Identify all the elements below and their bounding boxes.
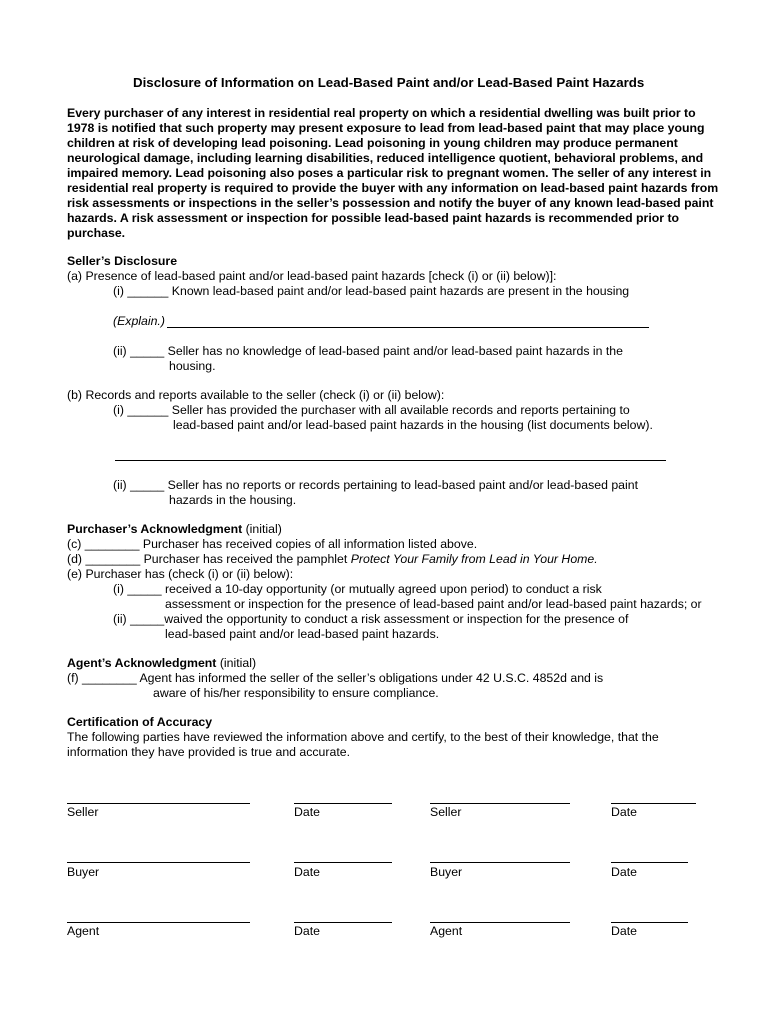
agent-heading-row: [67, 656, 256, 671]
seller-disclosure-heading: Seller’s Disclosure: [67, 254, 178, 268]
buyer-date-line[interactable]: [294, 862, 392, 863]
date-label: Date: [294, 924, 320, 938]
seller-item-b-ii-cont: hazards in the housing.: [169, 493, 297, 507]
explain-label: (Explain.): [113, 314, 165, 328]
date-label: Date: [294, 805, 320, 819]
buyer-label: Buyer: [430, 865, 463, 879]
page-title: Disclosure of Information on Lead-Based Paint and/or Lead-Based Paint Hazards: [133, 75, 645, 90]
seller-item-a: (a) Presence of lead-based paint and/or lead-based paint hazards [check (i) or (ii) below)]:: [67, 269, 557, 283]
agent-label: Agent: [430, 924, 463, 938]
seller-date-line[interactable]: [294, 803, 392, 804]
buyer2-signature-line[interactable]: [430, 862, 570, 863]
seller2-date-line[interactable]: [611, 803, 696, 804]
agent-label: Agent: [67, 924, 100, 938]
agent-date-line[interactable]: [294, 922, 392, 923]
agent2-signature-line[interactable]: [430, 922, 570, 923]
agent-signature-line[interactable]: [67, 922, 250, 923]
seller-signature-line[interactable]: [67, 803, 250, 804]
certification-text: The following parties have reviewed the information above and certify, to the best of their knowledge, that the: [67, 730, 659, 744]
purchaser-item-e-ii-cont: lead-based paint and/or lead-based paint hazards.: [165, 627, 440, 641]
agent-initial-note: (initial): [216, 656, 257, 670]
certification-text-cont: information they have provided is true and accurate.: [67, 745, 350, 759]
agent-heading: Agent’s Acknowledgment: [67, 656, 217, 670]
seller-item-b-i[interactable]: (i) ______ Seller has provided the purchaser with all available records and reports pertaining to: [113, 403, 630, 417]
purchaser-heading: Purchaser’s Acknowledgment: [67, 522, 243, 536]
agent2-date-line[interactable]: [611, 922, 688, 923]
seller-item-b-ii[interactable]: (ii) _____ Seller has no reports or records pertaining to lead-based paint and/or lead-based paint: [113, 478, 638, 492]
purchaser-item-e-ii[interactable]: (ii) _____waived the opportunity to conduct a risk assessment or inspection for the presence of: [113, 612, 629, 626]
date-label: Date: [611, 865, 637, 879]
purchaser-initial-note: (initial): [242, 522, 282, 536]
explain-field-line[interactable]: [167, 327, 649, 328]
date-label: Date: [611, 924, 637, 938]
seller-item-a-ii[interactable]: (ii) _____ Seller has no knowledge of lead-based paint and/or lead-based paint hazards in the: [113, 344, 623, 358]
buyer2-date-line[interactable]: [611, 862, 688, 863]
seller-item-a-i[interactable]: (i) ______ Known lead-based paint and/or lead-based paint hazards are present in the housing: [113, 284, 630, 298]
purchaser-item-d[interactable]: [67, 552, 598, 567]
purchaser-item-e: (e) Purchaser has (check (i) or (ii) below):: [67, 567, 294, 581]
seller2-signature-line[interactable]: [430, 803, 570, 804]
pamphlet-title: Protect Your Family from Lead in Your Home.: [350, 552, 598, 566]
certification-heading: Certification of Accuracy: [67, 715, 213, 729]
seller-item-b-i-cont: lead-based paint and/or lead-based paint hazards in the housing (list documents below).: [173, 418, 653, 432]
purchaser-item-e-i[interactable]: (i) _____ received a 10-day opportunity (or mutually agreed upon period) to conduct a risk: [113, 582, 602, 596]
seller-label: Seller: [67, 805, 99, 819]
intro-notice: Every purchaser of any interest in residential real property on which a residential dwelling was built prior to 1978 is notified that such property may present exposure to lead from lead-based paint that may place young children at risk of developing lead poisoning. Lead poisoning in young children may produce permanent neurological damage, including learning disabilities, reduced intelligence quotient, behavioral problems, and impaired memory. Lead poisoning also poses a particular risk to pregnant women. The seller of any interest in residential real property is required to provide the buyer with any information on lead-based paint hazards from risk assessments or inspections in the seller’s possession and notify the buyer of any known lead-based paint hazards. A risk assessment or inspection for possible lead-based paint hazards is recommended prior to purchase.: [67, 106, 719, 240]
seller-item-b: (b) Records and reports available to the seller (check (i) or (ii) below):: [67, 388, 445, 402]
purchaser-item-e-i-cont: assessment or inspection for the presence of lead-based paint and/or lead-based paint hazards; or: [165, 597, 702, 611]
purchaser-item-c[interactable]: (c) ________ Purchaser has received copies of all information listed above.: [67, 537, 478, 551]
purchaser-heading-row: [67, 522, 282, 537]
agent-item-f-cont: aware of his/her responsibility to ensure compliance.: [153, 686, 439, 700]
buyer-signature-line[interactable]: [67, 862, 250, 863]
documents-list-line[interactable]: [115, 460, 666, 461]
buyer-label: Buyer: [67, 865, 100, 879]
date-label: Date: [294, 865, 320, 879]
agent-item-f[interactable]: (f) ________ Agent has informed the seller of the seller’s obligations under 42 U.S.C. 4852d and is: [67, 671, 604, 685]
purchaser-item-d-text: (d) ________ Purchaser has received the pamphlet: [67, 552, 351, 566]
seller-label: Seller: [430, 805, 462, 819]
date-label: Date: [611, 805, 637, 819]
seller-item-a-ii-cont: housing.: [169, 359, 216, 373]
